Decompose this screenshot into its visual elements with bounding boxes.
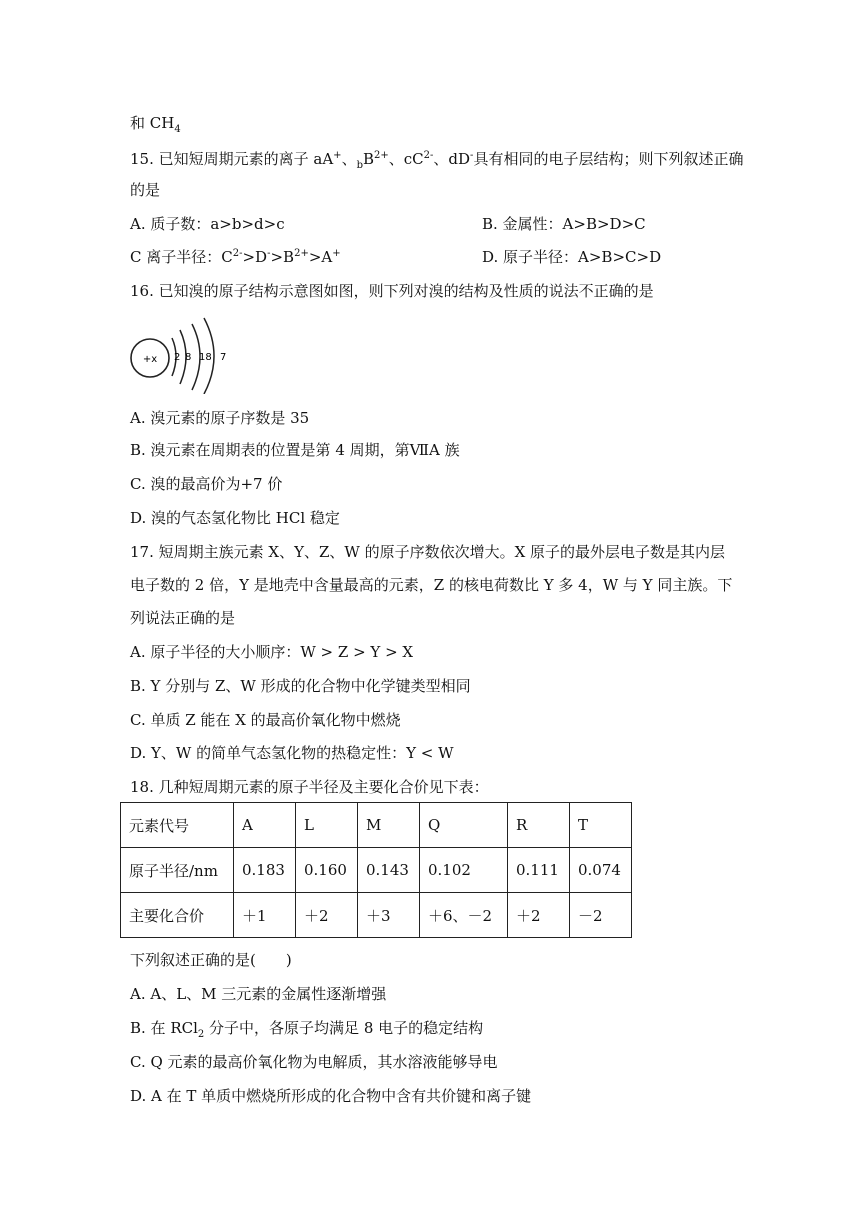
table-cell: 0.102 [420,848,508,893]
element-data-table [120,802,632,938]
table-cell: －2 [570,893,632,938]
q15-optc-part: >D [242,248,268,266]
q18-stem: 18. 几种短周期元素的原子半径及主要化合价见下表： [130,778,489,796]
q15-option-d: D. 原子半径：A>B>C>D [482,248,662,266]
shell-count: 8 [185,352,192,363]
continuation-text: 和 CH [130,114,175,132]
q15-stem-part: 、 [341,150,357,168]
q16-option-b: B. 溴元素在周期表的位置是第 4 周期，第ⅦA 族 [130,441,460,459]
q15-optc-part: C 离子半径：C [130,248,233,266]
table-cell: A [234,803,296,848]
table-cell: 0.143 [358,848,420,893]
table-cell: 0.160 [296,848,358,893]
q17-option-b: B. Y 分别与 Z、W 形成的化合物中化学键类型相同 [130,677,471,695]
table-cell: ＋6、－2 [420,893,508,938]
table-cell: 元素代号 [121,803,234,848]
bromine-atom-structure-diagram [128,316,238,394]
q17-stem-line2: 电子数的 2 倍，Y 是地壳中含量最高的元素，Z 的核电荷数比 Y 多 4，W 与 Y 同主族。下 [130,576,733,594]
q15-stem-part: B [362,150,375,168]
q18-option-b [130,1018,483,1038]
table-cell: ＋3 [358,893,420,938]
q15-option-a: A. 质子数：a>b>d>c [130,215,285,233]
q15-sup: 2+ [374,150,389,161]
q18-after-table: 下列叙述正确的是( ) [130,951,292,969]
table-row [121,893,632,938]
q15-optc-part: >A [308,248,333,266]
q16-stem: 16. 已知溴的原子结构示意图如图，则下列对溴的结构及性质的说法不正确的是 [130,282,654,300]
q15-optc-sup: 2- [232,248,243,259]
q15-optc-sup: + [332,248,341,259]
q18-optb-part: 分子中，各原子均满足 8 电子的稳定结构 [204,1019,484,1037]
q18-option-a: A. A、L、M 三元素的金属性逐渐增强 [130,985,387,1003]
q17-stem-line3: 列说法正确的是 [130,609,236,627]
table-cell: T [570,803,632,848]
table-row [121,848,632,893]
q15-option-c [130,247,341,267]
q17-option-d: D. Y、W 的简单气态氢化物的热稳定性：Y < W [130,744,454,762]
table-cell: 0.111 [508,848,570,893]
table-cell: 0.074 [570,848,632,893]
nucleus-label: +x [142,354,158,365]
q18-optb-sub: 2 [197,1029,205,1040]
q15-stem-line2: 的是 [130,181,161,199]
continuation-line [130,113,181,133]
q15-sup: + [333,150,342,161]
shell-count: 7 [220,352,227,363]
q15-optc-sup: - [267,248,271,259]
shell-count: 2 [174,352,181,363]
q15-optc-sup: 2+ [294,248,309,259]
q15-sup: - [470,150,474,161]
q16-option-a: A. 溴元素的原子序数是 35 [130,409,310,427]
q15-sup: 2- [423,150,434,161]
table-cell: M [358,803,420,848]
shell-count: 18 [199,352,212,363]
table-row [121,803,632,848]
q15-stem-part: 15. 已知短周期元素的离子 aA [130,150,334,168]
q17-option-c: C. 单质 Z 能在 X 的最高价氧化物中燃烧 [130,711,401,729]
q18-option-c: C. Q 元素的最高价氧化物为电解质，其水溶液能够导电 [130,1053,498,1071]
q15-stem [130,149,743,169]
q15-optc-part: >B [270,248,295,266]
table-cell: R [508,803,570,848]
continuation-subscript: 4 [174,124,181,135]
q16-option-d: D. 溴的气态氢化物比 HCl 稳定 [130,509,340,527]
table-cell: ＋2 [296,893,358,938]
q18-option-d: D. A 在 T 单质中燃烧所形成的化合物中含有共价键和离子键 [130,1087,532,1105]
table-cell: 原子半径/nm [121,848,234,893]
table-cell: 0.183 [234,848,296,893]
q15-stem-part: 具有相同的电子层结构；则下列叙述正确 [473,150,744,168]
table-cell: Q [420,803,508,848]
q17-option-a: A. 原子半径的大小顺序：W > Z > Y > X [130,643,414,661]
q15-stem-part: 、cC [388,150,424,168]
table-cell: ＋2 [508,893,570,938]
q17-stem-line1: 17. 短周期主族元素 X、Y、Z、W 的原子序数依次增大。X 原子的最外层电子数是其内层 [130,543,726,561]
table-cell: ＋1 [234,893,296,938]
q15-stem-part: 、dD [433,150,471,168]
q16-option-c: C. 溴的最高价为+7 价 [130,475,283,493]
q15-option-b: B. 金属性：A>B>D>C [482,215,646,233]
q15-sub: b [356,160,363,171]
table-cell: L [296,803,358,848]
q18-optb-part: B. 在 RCl [130,1019,198,1037]
table-cell: 主要化合价 [121,893,234,938]
